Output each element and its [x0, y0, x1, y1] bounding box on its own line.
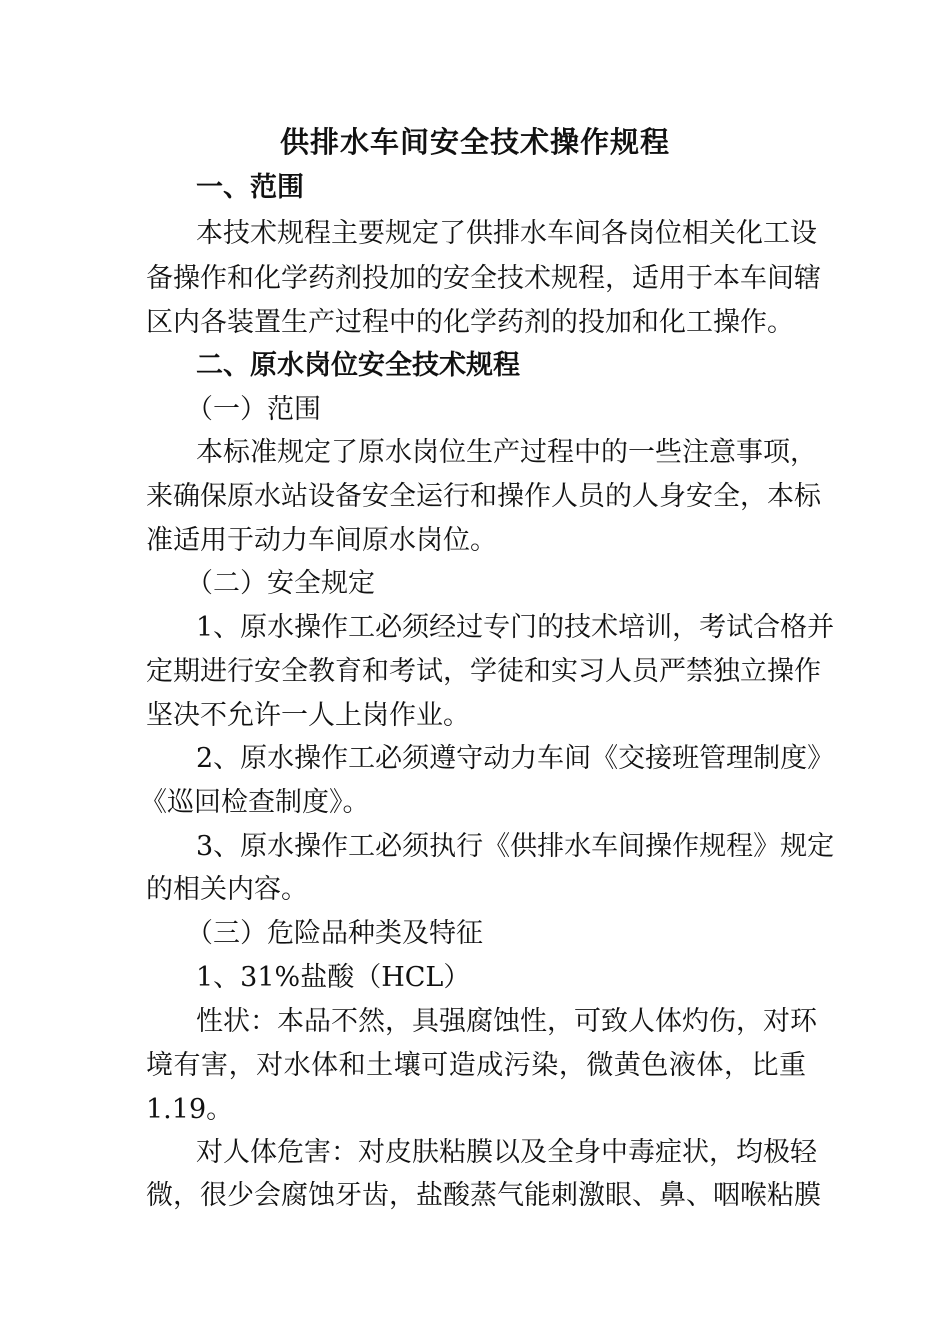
paragraph-line: 坚决不允许一人上岗作业。	[146, 700, 470, 731]
list-item-heading: 1、31%盐酸（HCL）	[196, 962, 471, 993]
paragraph-line: 定期进行安全教育和考试，学徒和实习人员严禁独立操作	[146, 656, 821, 687]
paragraph-line: 2、原水操作工必须遵守动力车间《交接班管理制度》	[196, 743, 835, 774]
paragraph-line: 来确保原水站设备安全运行和操作人员的人身安全，本标	[146, 481, 821, 512]
paragraph-line: 本技术规程主要规定了供排水车间各岗位相关化工设	[196, 218, 817, 249]
paragraph-line: 备操作和化学药剂投加的安全技术规程，适用于本车间辖	[146, 263, 821, 294]
subsection-heading: （一）范围	[186, 394, 321, 425]
section-heading-raw-water: 二、原水岗位安全技术规程	[196, 350, 520, 381]
paragraph-line: 对人体危害：对皮肤粘膜以及全身中毒症状，均极轻	[196, 1137, 817, 1168]
paragraph-line: 区内各装置生产过程中的化学药剂的投加和化工操作。	[146, 307, 794, 338]
subsection-heading: （三）危险品种类及特征	[186, 918, 483, 949]
paragraph-line: 《巡回检查制度》。	[140, 787, 370, 818]
paragraph-line: 1、原水操作工必须经过专门的技术培训，考试合格并	[196, 612, 835, 643]
paragraph-line: 的相关内容。	[146, 874, 308, 905]
subsection-heading: （二）安全规定	[186, 568, 375, 599]
paragraph-line: 本标准规定了原水岗位生产过程中的一些注意事项，	[196, 437, 817, 468]
section-heading-scope: 一、范围	[196, 172, 304, 203]
document-title: 供排水车间安全技术操作规程	[279, 125, 670, 159]
paragraph-line: 性状：本品不然，具强腐蚀性，可致人体灼伤，对环	[196, 1006, 817, 1037]
paragraph-line: 境有害，对水体和土壤可造成污染，微黄色液体，比重	[146, 1050, 806, 1081]
paragraph-line: 微，很少会腐蚀牙齿，盐酸蒸气能刺激眼、鼻、咽喉粘膜	[146, 1180, 821, 1211]
paragraph-line: 3、原水操作工必须执行《供排水车间操作规程》规定	[196, 831, 835, 862]
paragraph-line: 准适用于动力车间原水岗位。	[146, 525, 497, 556]
paragraph-line: 1.19。	[146, 1094, 234, 1125]
